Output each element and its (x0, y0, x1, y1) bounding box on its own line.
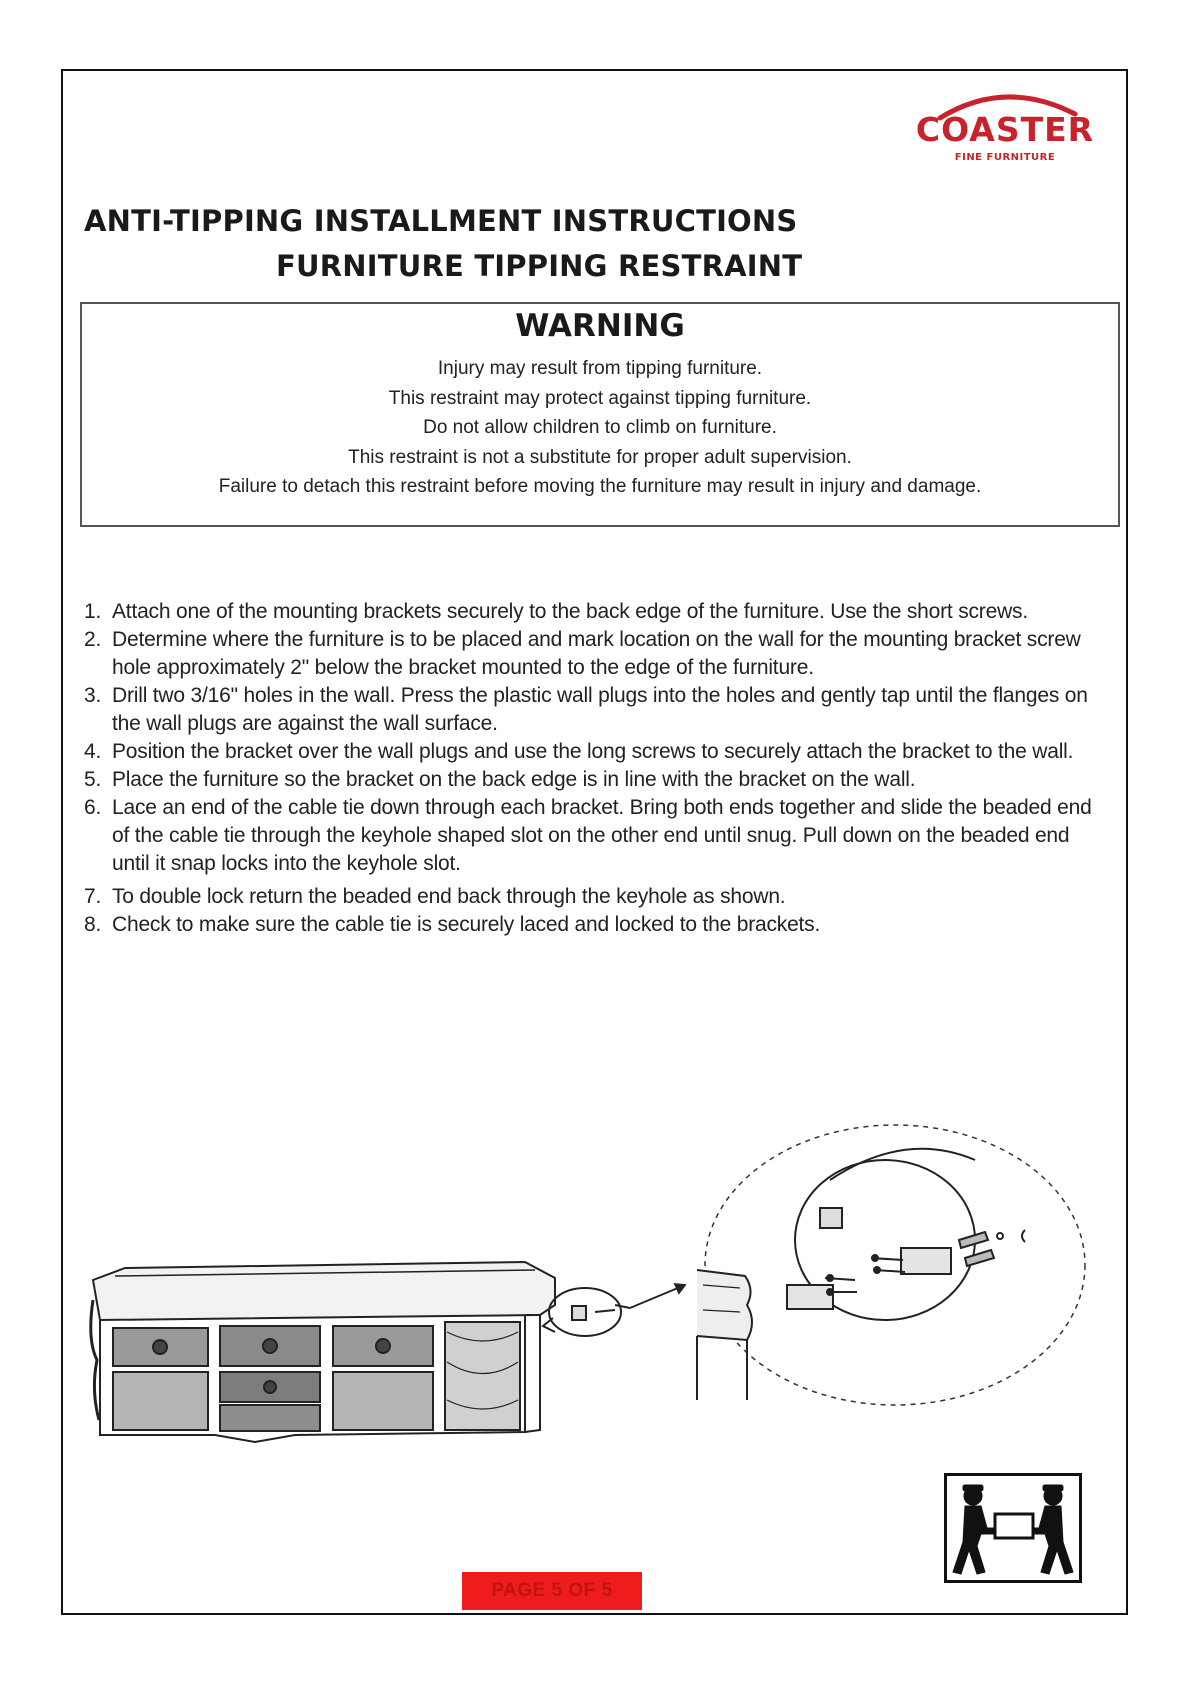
instruction-steps (84, 598, 1104, 939)
step-text: Determine where the furniture is to be placed and mark location on the wall for the mounting bracket screw hole approximately 2" below the bracket mounted to the edge of the furniture. (112, 628, 1081, 679)
step-number: 7. (84, 885, 102, 908)
step-item (84, 911, 1104, 939)
step-item (84, 794, 1104, 878)
coaster-logo (900, 84, 1110, 168)
cable-tie-small-illustration (543, 1288, 630, 1336)
step-number: 2. (84, 628, 102, 651)
warning-title: WARNING (515, 308, 685, 344)
step-text: Drill two 3/16" holes in the wall. Press the plastic wall plugs into the holes and gently tap until the flanges on the wall plugs are against the wall surface. (112, 684, 1088, 735)
page-subtitle: FURNITURE TIPPING RESTRAINT (276, 249, 803, 283)
step-number: 5. (84, 768, 102, 791)
warning-line: This restraint may protect against tipping furniture. (388, 387, 812, 409)
step-number: 3. (84, 684, 102, 707)
step-number: 1. (84, 600, 102, 623)
warning-line: This restraint is not a substitute for proper adult supervision. (348, 446, 852, 468)
arrow-icon (630, 1284, 685, 1308)
step-item (84, 766, 1104, 794)
step-item (84, 598, 1104, 626)
warning-box (80, 302, 1120, 527)
step-item (84, 883, 1104, 911)
logo-tagline: FINE FURNITURE (954, 152, 1056, 163)
page-title: ANTI-TIPPING INSTALLMENT INSTRUCTIONS (84, 204, 798, 238)
dresser-illustration (91, 1262, 555, 1442)
step-text: Check to make sure the cable tie is securely laced and locked to the brackets. (112, 913, 821, 936)
step-item (84, 738, 1104, 766)
page-indicator (462, 1572, 642, 1610)
detail-callout (705, 1125, 1085, 1405)
step-item (84, 626, 1104, 682)
step-number: 8. (84, 913, 102, 936)
step-number: 6. (84, 796, 102, 819)
step-number: 4. (84, 740, 102, 763)
two-person-lift-icon (944, 1473, 1082, 1583)
wall-bracket-detail (697, 1149, 1025, 1400)
step-text: Lace an end of the cable tie down through each bracket. Bring both ends together and slide the beaded end of the cable tie through the keyhole shaped slot on the other end until snug. Pull down on the beaded end until it snap locks into the keyhole slot. (112, 796, 1092, 875)
logo-brand: COASTER (915, 110, 1095, 149)
page-label: PAGE 5 OF 5 (491, 1580, 613, 1601)
step-text: Attach one of the mounting brackets securely to the back edge of the furniture. Use the short screws. (112, 600, 1028, 623)
warning-line: Injury may result from tipping furniture. (437, 358, 763, 379)
warning-line: Failure to detach this restraint before moving the furniture may result in injury and damage. (218, 476, 982, 497)
installation-illustration (85, 1100, 1115, 1470)
step-text: To double lock return the beaded end back through the keyhole as shown. (112, 885, 786, 908)
step-item (84, 682, 1104, 738)
movers-icon (947, 1476, 1079, 1580)
warning-lines (82, 354, 1118, 502)
step-text: Place the furniture so the bracket on the back edge is in line with the bracket on the wall. (112, 768, 916, 791)
step-text: Position the bracket over the wall plugs and use the long screws to securely attach the bracket to the wall. (112, 740, 1074, 763)
warning-line: Do not allow children to climb on furniture. (423, 417, 777, 438)
